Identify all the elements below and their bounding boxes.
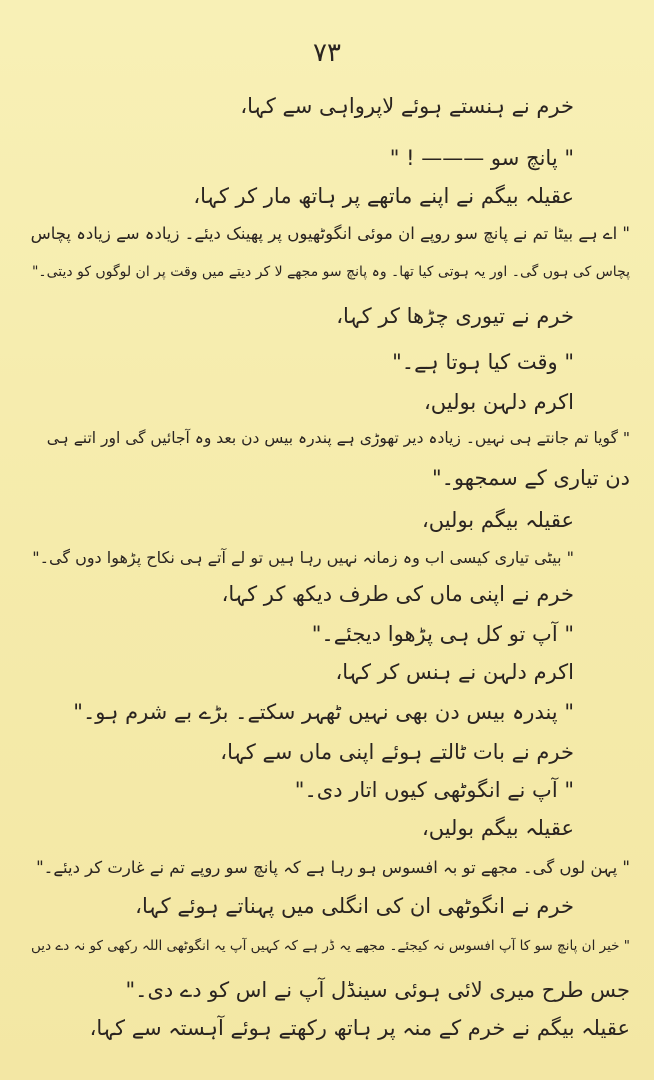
text-line: " پندرہ بیس دن بھی نہیں ٹھہر سکتے۔ بڑے بے شرم ہو۔" xyxy=(73,700,574,724)
text-line: عقیلہ بیگم نے خرم کے منہ پر ہاتھ رکھتے ہوئے آہستہ سے کہا، xyxy=(89,1016,630,1040)
text-line: " پہن لوں گی۔ مجھے تو بہ افسوس ہو رہا ہے کہ پانچ سو روپے تم نے غارت کر دیئے۔" xyxy=(36,858,630,877)
text-line: خرم نے بات ٹالتے ہوئے اپنی ماں سے کہا، xyxy=(220,740,574,764)
text-line: " خیر ان پانچ سو کا آپ افسوس نہ کیجئے۔ مجھے یہ ڈر ہے کہ کہیں آپ یہ انگوٹھی اللہ رکھی کو نہ دے دیں xyxy=(31,938,630,954)
text-line: " گویا تم جانتے ہی نہیں۔ زیادہ دیر تھوڑی ہے پندرہ بیس دن بعد وہ آجائیں گی اور اتنے ہی xyxy=(46,429,630,447)
text-line: " بیٹی تیاری کیسی اب وہ زمانہ نہیں رہا ہیں تو لے آتے ہی نکاح پڑھوا دوں گی۔" xyxy=(32,548,574,567)
text-line: " وقت کیا ہوتا ہے۔" xyxy=(392,350,574,374)
text-line: عقیلہ بیگم نے اپنے ماتھے پر ہاتھ مار کر کہا، xyxy=(193,184,574,208)
text-line: اکرم دلہن نے ہنس کر کہا، xyxy=(335,660,574,684)
text-line: جس طرح میری لائی ہوئی سینڈل آپ نے اس کو دے دی۔" xyxy=(125,978,630,1002)
text-line: " اے ہے بیٹا تم نے پانچ سو روپے ان موئی انگوٹھیوں پر پھینک دیئے۔ زیادہ سے زیادہ پچاس xyxy=(30,224,630,243)
text-line: خرم نے ہنستے ہوئے لاپرواہی سے کہا، xyxy=(240,94,574,118)
text-line: خرم نے انگوٹھی ان کی انگلی میں پہناتے ہوئے کہا، xyxy=(135,894,574,918)
text-line: " آپ نے انگوٹھی کیوں اتار دی۔" xyxy=(294,778,574,802)
text-line: عقیلہ بیگم بولیں، xyxy=(421,816,574,840)
text-line: خرم نے اپنی ماں کی طرف دیکھ کر کہا، xyxy=(221,582,574,606)
text-line: " آپ تو کل ہی پڑھوا دیجئے۔" xyxy=(311,622,574,646)
text-line: دن تیاری کے سمجھو۔" xyxy=(431,466,630,490)
text-line: پچاس کی ہوں گی۔ اور یہ ہوتی کیا تھا۔ وہ پانچ سو مجھے لا کر دیتے میں وقت پر ان لوگوں کو دیتی۔" xyxy=(31,264,630,280)
page-number: ۷۳ xyxy=(313,38,341,68)
text-line: " پانچ سو ——— ! " xyxy=(389,146,574,170)
text-line: عقیلہ بیگم بولیں، xyxy=(421,508,574,532)
text-line: خرم نے تیوری چڑھا کر کہا، xyxy=(336,304,574,328)
text-line: اکرم دلہن بولیں، xyxy=(423,390,574,414)
